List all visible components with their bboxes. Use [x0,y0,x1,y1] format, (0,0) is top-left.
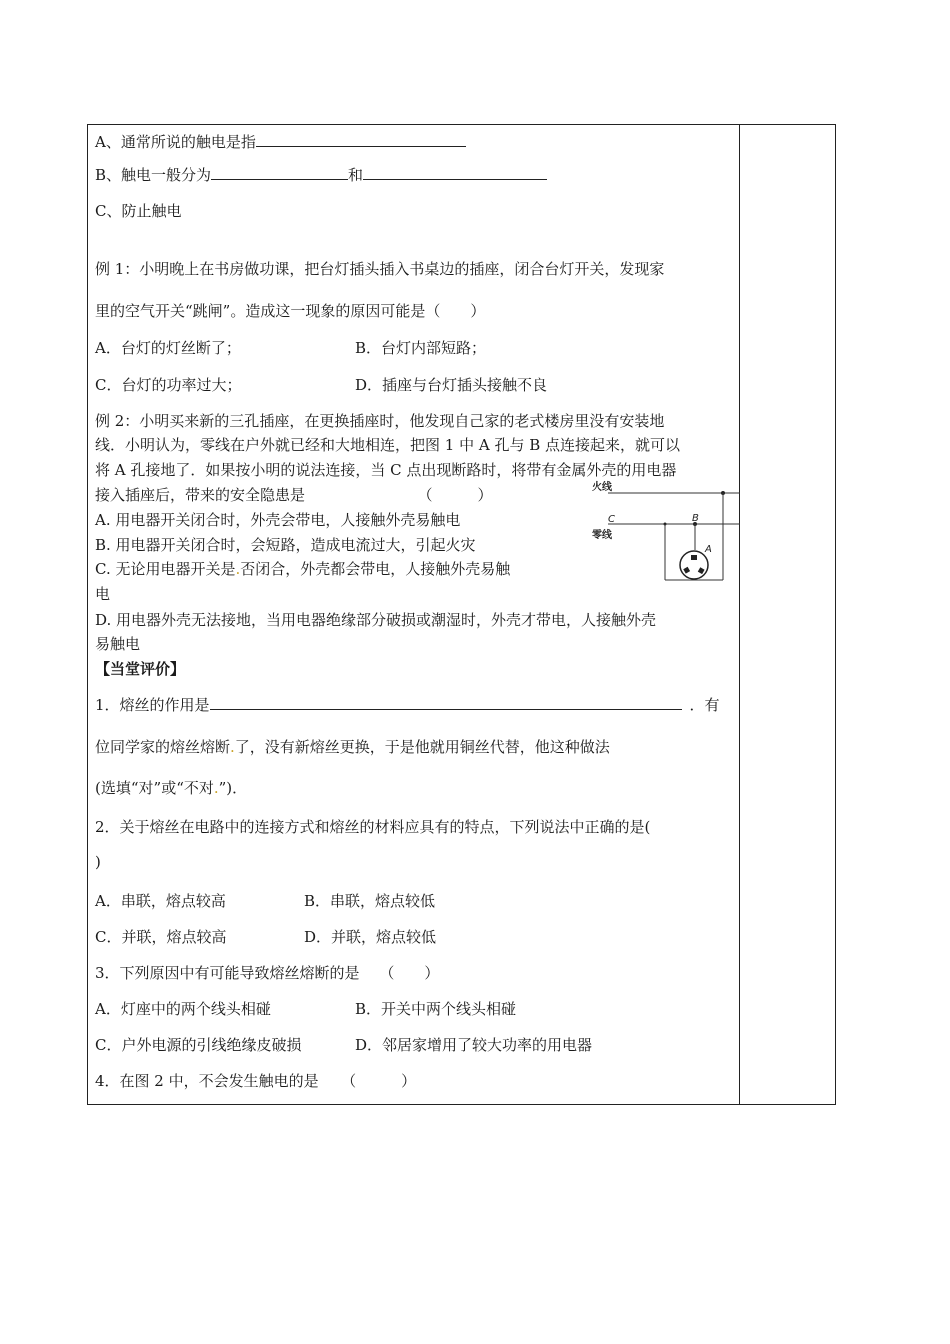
example1-option-a: A．台灯的灯丝断了； [95,339,241,357]
q1-text: 1．熔丝的作用是 [95,696,210,714]
answer-blank[interactable] [363,164,547,180]
neutral-label: 零线 [592,530,612,541]
q2-line2: ) [95,853,101,871]
q3-option-d: D．邻居家增用了较大功率的用电器 [355,1036,593,1054]
example2-option-c-cont: 电 [95,585,111,603]
example2-option-d: D. 用电器外壳无法接地，当用电器绝缘部分破损或潮湿时，外壳才带电，人接触外壳 [95,611,657,629]
q3-line1: 3．下列原因中有可能导致熔丝熔断的是 （ ） [95,964,440,982]
example2-line2: 线．小明认为，零线在户外就已经和大地相连，把图 1 中 A 孔与 B 点连接起来，就可以 [95,436,681,454]
emphasis-dot: . [230,738,235,756]
line-b-text: B、触电一般分为 [95,166,212,184]
q1-text: ”)． [218,779,248,797]
q2-option-c: C．并联，熔点较高 [95,928,227,946]
emphasis-dot: . [213,779,219,797]
example2-option-d-cont: 易触电 [95,635,141,653]
q2-option-b: B．串联，熔点较低 [304,892,436,910]
q1-text: 位同学家的熔丝熔断 [95,738,231,756]
q3-option-a: A．灯座中的两个线头相碰 [95,1000,271,1018]
answer-blank[interactable] [210,694,682,710]
example2-option-b: B. 用电器开关闭合时，会短路，造成电流过大，引起火灾 [95,536,476,554]
example2-line4: 接入插座后，带来的安全隐患是 （ ） [95,486,493,504]
q1-line2 [95,736,610,757]
option-c-text: 否闭合，外壳都会带电，人接触外壳易触 [240,560,511,578]
q2-option-a: A．串联，熔点较高 [95,892,226,910]
q2-option-d: D．并联，熔点较低 [304,928,437,946]
example2-option-c [95,558,510,579]
q3-option-c: C．户外电源的引线绝缘皮破损 [95,1036,302,1054]
line-b-and: 和 [348,166,364,184]
example1-option-d: D．插座与台灯插头接触不良 [355,376,548,394]
answer-blank[interactable] [256,131,466,147]
example1-option-b: B．台灯内部短路； [355,339,487,357]
q1-text: (选填“对”或“不对 [95,779,214,797]
line-a-text: A、通常所说的触电是指 [95,133,256,151]
q4-line1: 4．在图 2 中，不会发生触电的是 （ ） [95,1072,417,1090]
column-divider [739,124,740,1105]
point-b-label: B [692,513,699,524]
example2-option-a: A. 用电器开关闭合时，外壳会带电，人接触外壳易触电 [95,511,461,529]
line-c: C、防止触电 [95,202,182,220]
point-c-label: C [608,514,615,525]
example1-option-c: C．台灯的功率过大； [95,376,242,394]
example1-line1: 例 1：小明晚上在书房做功课，把台灯插头插入书桌边的插座，闭合台灯开关，发现家 [95,260,665,278]
line-b [95,164,547,185]
answer-blank[interactable] [211,164,348,180]
example2-line3: 将 A 孔接地了．如果按小明的说法连接，当 C 点出现断路时，将带有金属外壳的用电器 [95,461,677,479]
q1-text: 了，没有新熔丝更换，于是他就用铜丝代替，他这种做法 [234,738,610,756]
circuit-figure [588,478,740,588]
point-a-label: A [705,544,712,555]
evaluation-heading: 【当堂评价】 [95,660,186,678]
q1-suffix: ．有 [689,696,720,714]
q1-line1 [95,694,720,715]
example1-line2: 里的空气开关“跳闸”。造成这一现象的原因可能是（ ） [95,302,486,320]
emphasis-dot: . [235,560,241,578]
example2-line1: 例 2：小明买来新的三孔插座，在更换插座时，他发现自己家的老式楼房里没有安装地 [95,412,665,430]
option-c-text: C. 无论用电器开关是 [95,560,236,578]
q2-line1: 2．关于熔丝在电路中的连接方式和熔丝的材料应具有的特点，下列说法中正确的是( [95,818,651,836]
q1-line3 [95,777,247,798]
live-label: 火线 [592,482,612,493]
q3-option-b: B．开关中两个线头相碰 [355,1000,517,1018]
line-a [95,131,466,152]
